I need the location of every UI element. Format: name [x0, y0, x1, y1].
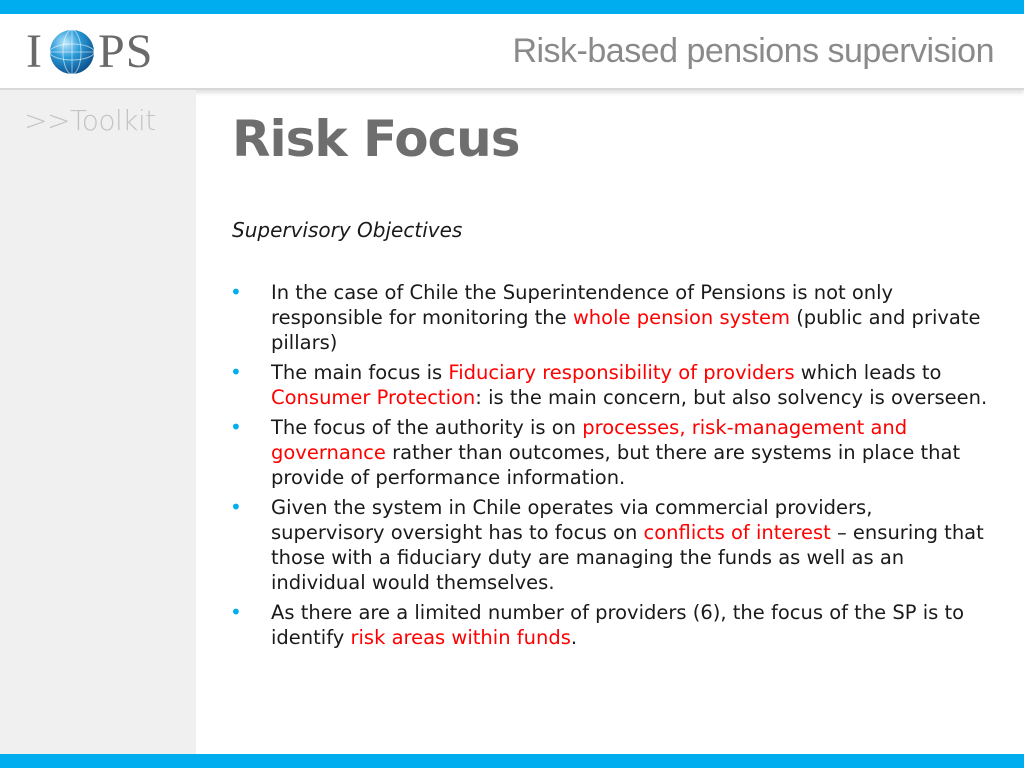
bullet-text: . [570, 626, 578, 649]
bullet-text: rather than outcomes, but there are systems in place that provide of performance information. [271, 441, 961, 489]
bullet-text: (public and private pillars) [271, 306, 981, 354]
slide-title: Risk Focus [232, 110, 520, 168]
slide-subtitle: Supervisory Objectives [232, 218, 463, 242]
bullet-text: – ensuring that those with a fiduciary duty are managing the funds as well as an individual would themselves. [271, 521, 984, 594]
bullet-item [230, 360, 990, 410]
bullet-item [230, 415, 990, 490]
bullet-dot-icon: • [230, 280, 242, 304]
iops-logo [26, 24, 166, 80]
highlighted-text: conflicts of interest [643, 521, 831, 544]
sidebar [0, 90, 196, 754]
bullet-text: : is the main concern, but also solvency is overseen. [475, 386, 988, 409]
bullet-dot-icon: • [230, 360, 242, 384]
bullet-item [230, 600, 990, 650]
bullet-text: Given the system in Chile operates via commercial providers, supervisory oversight has to focus on [271, 496, 873, 544]
bullet-text: As there are a limited number of providers (6), the focus of the SP is to identify [271, 601, 965, 649]
slide-header [0, 14, 1024, 90]
bullet-dot-icon: • [230, 415, 242, 439]
logo-letter-i: I [26, 25, 43, 78]
bullet-text: The main focus is [271, 361, 449, 384]
highlighted-text: Consumer Protection [271, 386, 476, 409]
highlighted-text: risk areas within funds [350, 626, 571, 649]
toolkit-label: >>Toolkit [24, 104, 156, 137]
highlighted-text: Fiduciary responsibility of providers [448, 361, 795, 384]
bullet-text: In the case of Chile the Superintendence of Pensions is not only responsible for monitoring the [271, 281, 894, 329]
bullet-item [230, 495, 990, 595]
logo-letters-ps: PS [98, 25, 154, 78]
bullet-item [230, 280, 990, 355]
bullet-dot-icon: • [230, 600, 242, 624]
bullet-dot-icon: • [230, 495, 242, 519]
bullet-list [230, 280, 990, 655]
bullet-text: The focus of the authority is on [271, 416, 583, 439]
top-accent-bar [0, 0, 1024, 14]
header-title: Risk-based pensions supervision [512, 32, 994, 70]
bullet-text: which leads to [794, 361, 942, 384]
bottom-accent-bar [0, 754, 1024, 768]
globe-logo-icon [49, 29, 95, 75]
highlighted-text: processes, risk-management and governance [271, 416, 908, 464]
highlighted-text: whole pension system [572, 306, 790, 329]
